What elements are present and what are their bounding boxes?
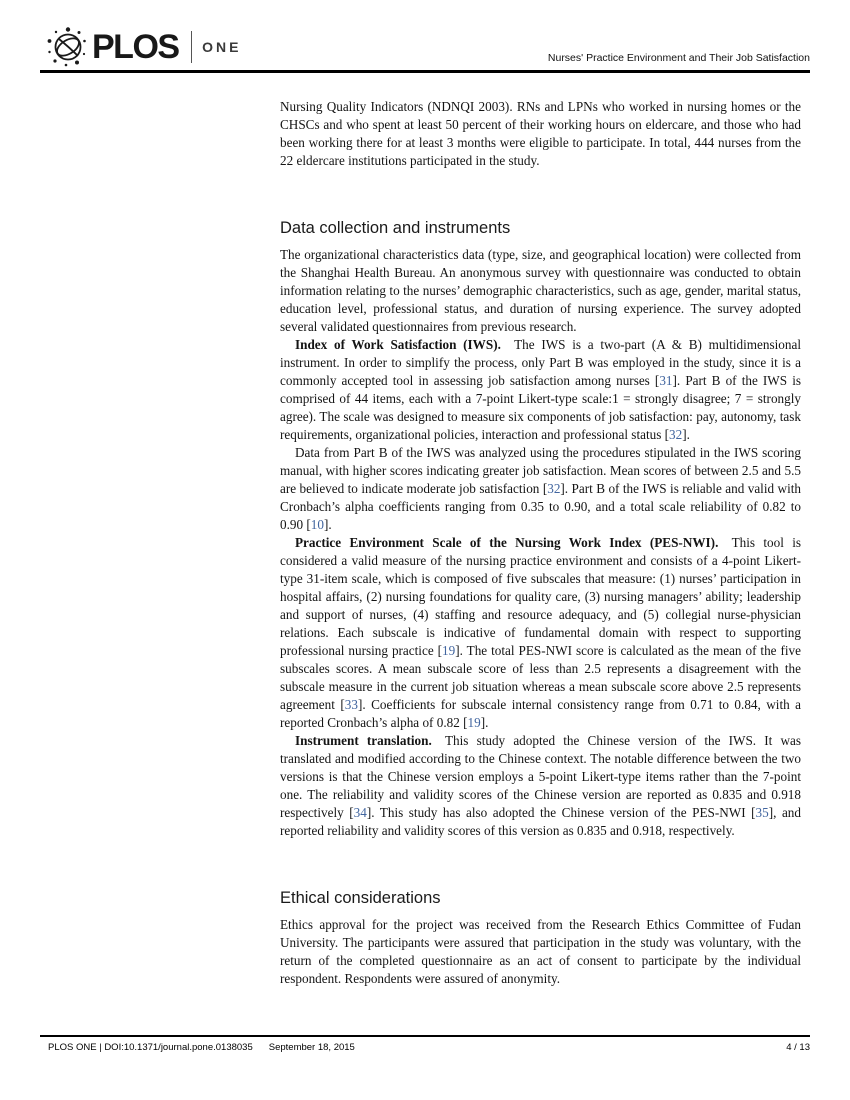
section-heading-ethical: Ethical considerations bbox=[280, 889, 441, 908]
text-segment: Ethics approval for the project was received from the Research Ethics Committee of Fudan University. The participants were assured that participation in the study was voluntary, with the return of the completed questionnaire as an act of consent to participate by the individual respondent. Respondents were assured of anonymity. bbox=[280, 917, 801, 987]
paragraph-ethics bbox=[280, 916, 801, 988]
text-segment: ]. Coefficients for subscale internal consistency range from 0.71 to 0.84, with a reported Cronbach’s alpha of 0.82 [ bbox=[280, 697, 802, 731]
header-rule bbox=[40, 70, 810, 73]
citation-link[interactable]: 32 bbox=[547, 481, 561, 497]
citation-link[interactable]: 10 bbox=[310, 517, 324, 533]
citation-link[interactable]: 19 bbox=[467, 715, 481, 731]
plos-wordmark: PLOS bbox=[92, 28, 179, 66]
paragraph-instrument-translation bbox=[280, 732, 801, 840]
citation-link[interactable]: 35 bbox=[755, 805, 769, 821]
one-wordmark: ONE bbox=[202, 39, 242, 55]
text-segment: ]. Part B of the IWS is comprised of 44 items, each with a 7-point Likert-type scale:1 = strongly disagree; 7 = strongly agree). The scale was designed to measure six components of job satisfaction: pay, autonomy, task requirements, organizational policies, interaction and professional status [ bbox=[280, 373, 802, 443]
citation-link[interactable]: 33 bbox=[344, 697, 358, 713]
citation-link[interactable]: 32 bbox=[669, 427, 683, 443]
page-number: 4 / 13 bbox=[786, 1042, 810, 1053]
journal-doi: PLOS ONE | DOI:10.1371/journal.pone.0138035 bbox=[48, 1042, 253, 1053]
publication-date: September 18, 2015 bbox=[268, 1042, 355, 1053]
plos-one-logo bbox=[46, 24, 241, 70]
section-heading-data-collection: Data collection and instruments bbox=[280, 219, 511, 237]
plos-globe-icon bbox=[46, 24, 90, 70]
run-in-heading: Instrument translation. bbox=[295, 733, 432, 749]
logo-divider bbox=[191, 31, 193, 63]
footer-left bbox=[48, 1042, 355, 1053]
text-segment: ]. This study has also adopted the Chinese version of the PES-NWI [ bbox=[366, 805, 756, 821]
article-body bbox=[280, 98, 801, 988]
paragraph-pes-nwi bbox=[280, 534, 801, 732]
text-segment: ]. bbox=[480, 715, 489, 731]
citation-link[interactable]: 34 bbox=[353, 805, 367, 821]
citation-link[interactable]: 19 bbox=[442, 643, 456, 659]
text-segment: ]. bbox=[323, 517, 332, 533]
paragraph-intro bbox=[280, 98, 801, 170]
paragraph-iws-scoring bbox=[280, 444, 801, 534]
run-in-heading: Index of Work Satisfaction (IWS). bbox=[295, 337, 501, 353]
text-segment: Data from Part B of the IWS was analyzed using the procedures stipulated in the IWS scoring manual, with higher scores indicating greater job satisfaction. Mean scores of between 2.5 and 5.5 are believed to indicate moderate job satisfaction [ bbox=[280, 445, 801, 497]
page-footer bbox=[48, 1042, 810, 1053]
text-segment: This tool is considered a valid measure of the nursing practice environment and consists of a 4-point Likert-type 31-item scale, which is composed of five subscales that measure: (1) nurses’ participation in hospital affairs, (2) nursing foundations for quality care, (3) nursing managers’ ability; leadership and support of nurses, (4) staffing and resource adequacy, and (5) collegial nurse-physician relations. Each subscale is indicative of fundamental domain with respect to supporting professional nursing practice [ bbox=[280, 535, 801, 659]
running-title: Nurses' Practice Environment and Their Job Satisfaction bbox=[547, 52, 810, 64]
text-segment: ]. Part B of the IWS is reliable and valid with Cronbach’s alpha coefficients ranging from 0.35 to 0.90, and a total scale reliability of 0.82 to 0.90 [ bbox=[280, 481, 801, 533]
text-segment: Nursing Quality Indicators (NDNQI 2003). RNs and LPNs who worked in nursing homes or the CHSCs and who spent at least 50 percent of their working hours on eldercare, and those who had been working there for at least 3 months were eligible to participate. In total, 444 nurses from the 22 eldercare institutions participated in the study. bbox=[280, 99, 801, 168]
paragraph-iws bbox=[280, 336, 801, 444]
text-segment: ], and reported reliability and validity scores of this version as 0.835 and 0.918, respectively. bbox=[280, 805, 801, 839]
text-segment: This study adopted the Chinese version of the IWS. It was translated and modified according to the Chinese context. The notable difference between the two versions is that the Chinese version employs a 5-point Likert-type items rather than the 7-point one. The reliability and validity scores of the Chinese version are reported as 0.835 and 0.918 respectively [ bbox=[280, 733, 801, 821]
footer-rule bbox=[40, 1035, 810, 1037]
text-segment: ]. bbox=[682, 427, 690, 443]
text-segment: The IWS is a two-part (A & B) multidimensional instrument. In order to simplify the process, only Part B was employed in the study, since it is a commonly accepted tool in assessing job satisfaction among nurses [ bbox=[280, 337, 801, 389]
run-in-heading: Practice Environment Scale of the Nursing Work Index (PES-NWI). bbox=[295, 535, 719, 551]
paragraph-org-characteristics bbox=[280, 246, 801, 336]
text-segment: The organizational characteristics data (type, size, and geographical location) were collected from the Shanghai Health Bureau. An anonymous survey with questionnaire was conducted to obtain information relating to the nurses’ demographic characteristics, such as age, gender, marital status, education level, professional status, and duration of nursing experience. The survey adopted several validated questionnaires from previous research. bbox=[280, 247, 801, 335]
text-segment: ]. The total PES-NWI score is calculated as the mean of the five subscales scores. A mean subscale score of less than 2.5 represents a disagreement with the subscale measure in the current job situation whereas a mean subscale score above 2.5 represents agreement [ bbox=[280, 643, 802, 713]
citation-link[interactable]: 31 bbox=[659, 373, 673, 389]
